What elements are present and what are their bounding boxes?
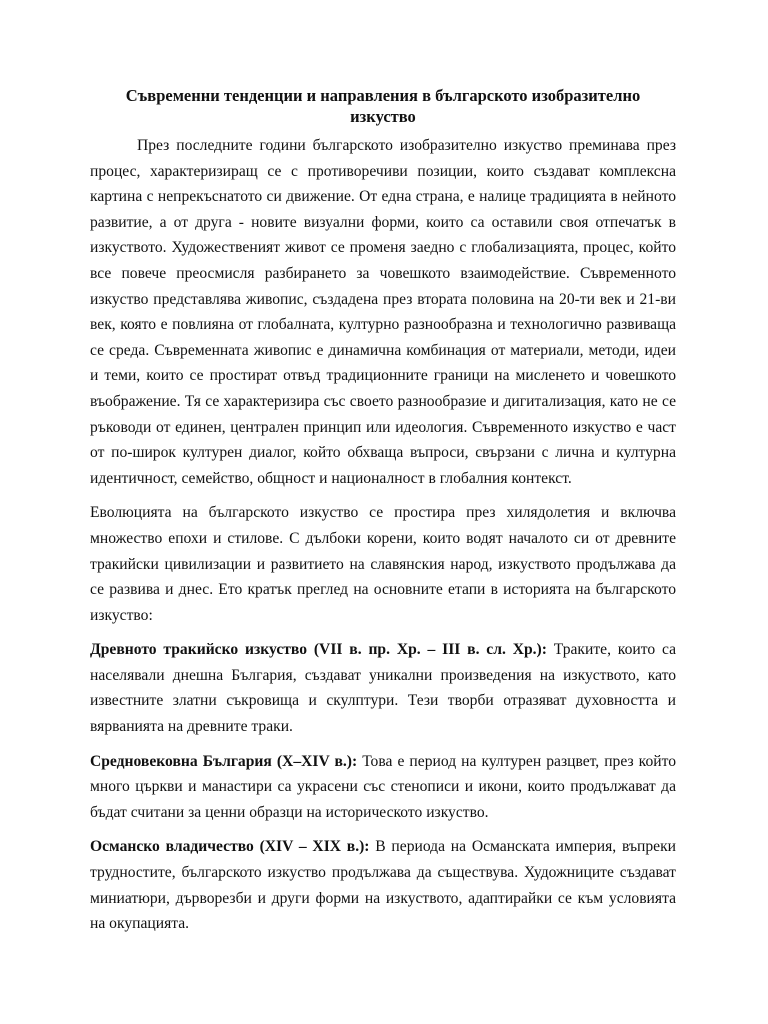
paragraph-medieval-bulgaria <box>90 749 676 826</box>
section-text-medieval: Това е период на културен разцвет, през който много църкви и манастири са украсени със стенописи и икони, които продължават да бъдат считани за ценни образци на историческото изкуство. <box>90 752 676 821</box>
section-text-ottoman: В периода на Османската империя, въпреки трудностите, българското изкуство продължава да съществува. Художниците създават миниатюри, дърворезби и други форми на изкуството, адаптирайки се към условията на окупацията. <box>90 838 676 933</box>
document-title: Съвременни тенденции и направления в българското изобразително изкуство <box>125 86 641 126</box>
paragraph-ottoman-rule <box>90 834 676 936</box>
section-heading-ottoman: Османско владичество (XIV – XIX в.): <box>90 838 370 856</box>
section-heading-thracian: Древното тракийско изкуство (VII в. пр. Хр. – III в. сл. Хр.): <box>90 641 547 659</box>
section-text-thracian: Траките, които са населявали днешна България, създават уникални произведения на изкуството, като известните златни съкровища и скулптури. Тези творби отразяват духовността и вярванията на древните траки. <box>90 641 677 736</box>
section-heading-medieval: Средновековна България (X–XIV в.): <box>90 752 358 770</box>
paragraph-evolution: Еволюцията на българското изкуство се простира през хилядолетия и включва множество епохи и стилове. С дълбоки корени, които водят началото си от древните тракийски цивилизации и развитието на славянския народ, изкуството продължава да се развива и днес. Ето кратък преглед на основните етапи в историята на българското изкуство: <box>90 504 676 624</box>
paragraph-thracian-art <box>90 637 676 739</box>
paragraph-intro: През последните години българското изобразително изкуство преминава през процес, характеризиращ се с противоречиви позиции, които създават комплексна картина с непрекъснатото си движение. От една страна, е налице традицията в нейното развитие, а от друга - новите визуални форми, които са оставили своя отпечатък в изкуството. Художественият живот се променя заедно с глобализацията, процес, който все повече преосмисля разбирането за човешкото взаимодействие. Съвременното изкуство представлява живопис, създадена през втората половина на 20-ти век и 21-ви век, която е повлияна от глобалната, културно разнообразна и технологично развиваща се среда. Съвременната живопис е динамична комбинация от материали, методи, идеи и теми, които се простират отвъд традиционните граници на мисленето и човешкото въображение. Тя се характеризира със своето разнообразие и дигитализация, като не се ръководи от единен, централен принцип или идеология. Съвременното изкуство е част от по-широк културен диалог, който обхваща въпроси, свързани с лична и културна идентичност, семейство, общност и националност в глобалния контекст. <box>90 137 676 487</box>
document-page <box>90 85 676 937</box>
